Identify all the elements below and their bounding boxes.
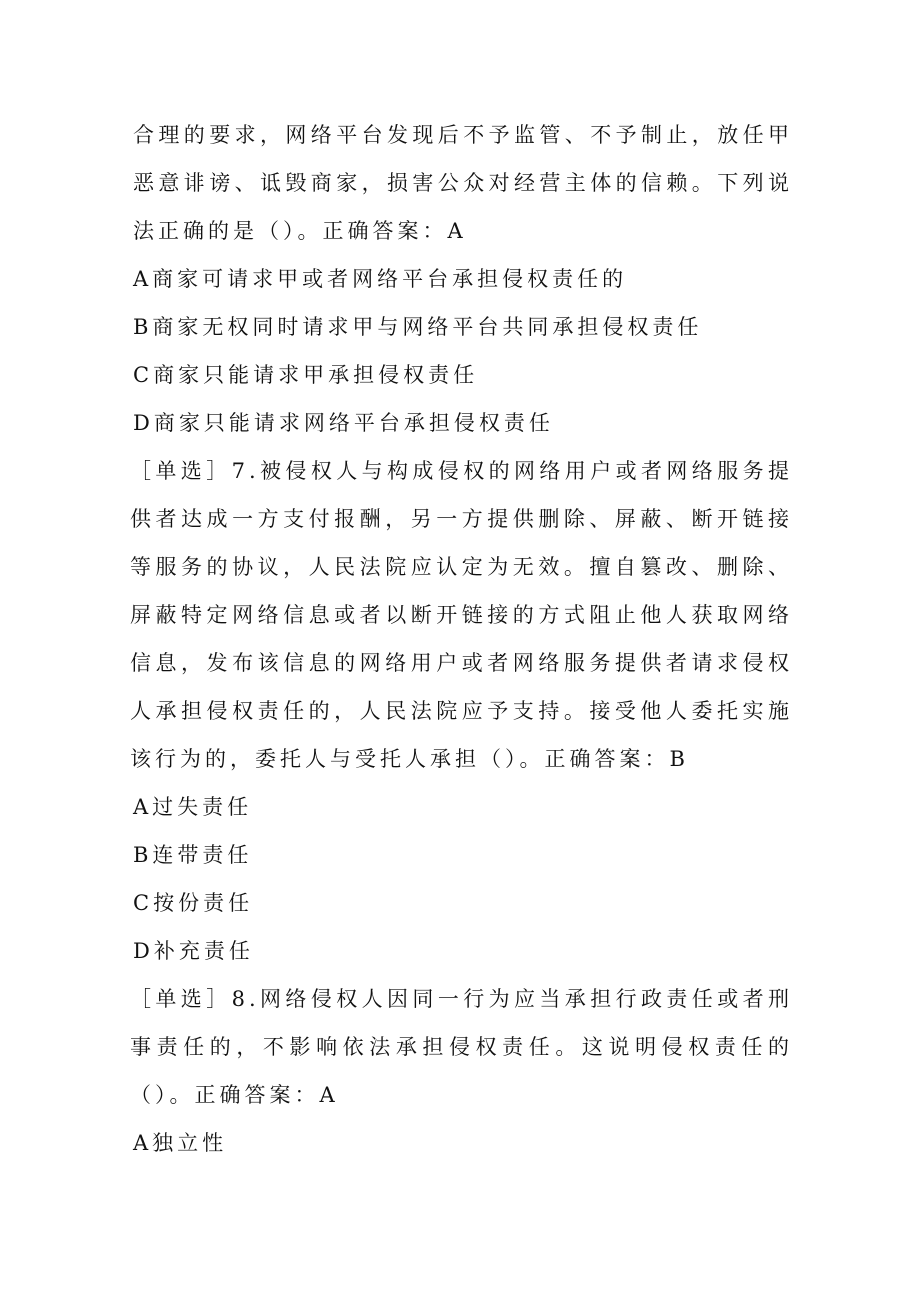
question-6-option-c: C商家只能请求甲承担侵权责任 (133, 363, 479, 387)
question-7-option-c: C按份责任 (133, 891, 254, 915)
question-8-text: ［单选］8.网络侵权人因同一行为应当承担行政责任或者刑事责任的，不影响依法承担侵权责任。这说明侵权责任的（）。正确答案：A (130, 987, 793, 1107)
question-8-option-a: A独立性 (133, 1131, 228, 1155)
question-6-text: 合理的要求，网络平台发现后不予监管、不予制止，放任甲恶意诽谤、诋毁商家，损害公众对经营主体的信赖。下列说法正确的是（）。正确答案：A (133, 123, 793, 243)
question-6-option-b: B商家无权同时请求甲与网络平台共同承担侵权责任 (133, 315, 703, 339)
question-7-text: ［单选］7.被侵权人与构成侵权的网络用户或者网络服务提供者达成一方支付报酬，另一方提供删除、屏蔽、断开链接等服务的协议，人民法院应认定为无效。擅自篡改、删除、屏蔽特定网络信息或者以断开链接的方式阻止他人获取网络信息，发布该信息的网络用户或者网络服务提供者请求侵权人承担侵权责任的，人民法院应予支持。接受他人委托实施该行为的，委托人与受托人承担（）。正确答案：B (130, 459, 793, 771)
question-7-option-a: A过失责任 (133, 795, 253, 819)
document-body (130, 111, 793, 1167)
question-6-option-d: D商家只能请求网络平台承担侵权责任 (133, 411, 554, 435)
question-6-option-a: A商家可请求甲或者网络平台承担侵权责任的 (133, 267, 628, 291)
question-7-option-b: B连带责任 (133, 843, 253, 867)
question-7-option-d: D补充责任 (133, 939, 254, 963)
